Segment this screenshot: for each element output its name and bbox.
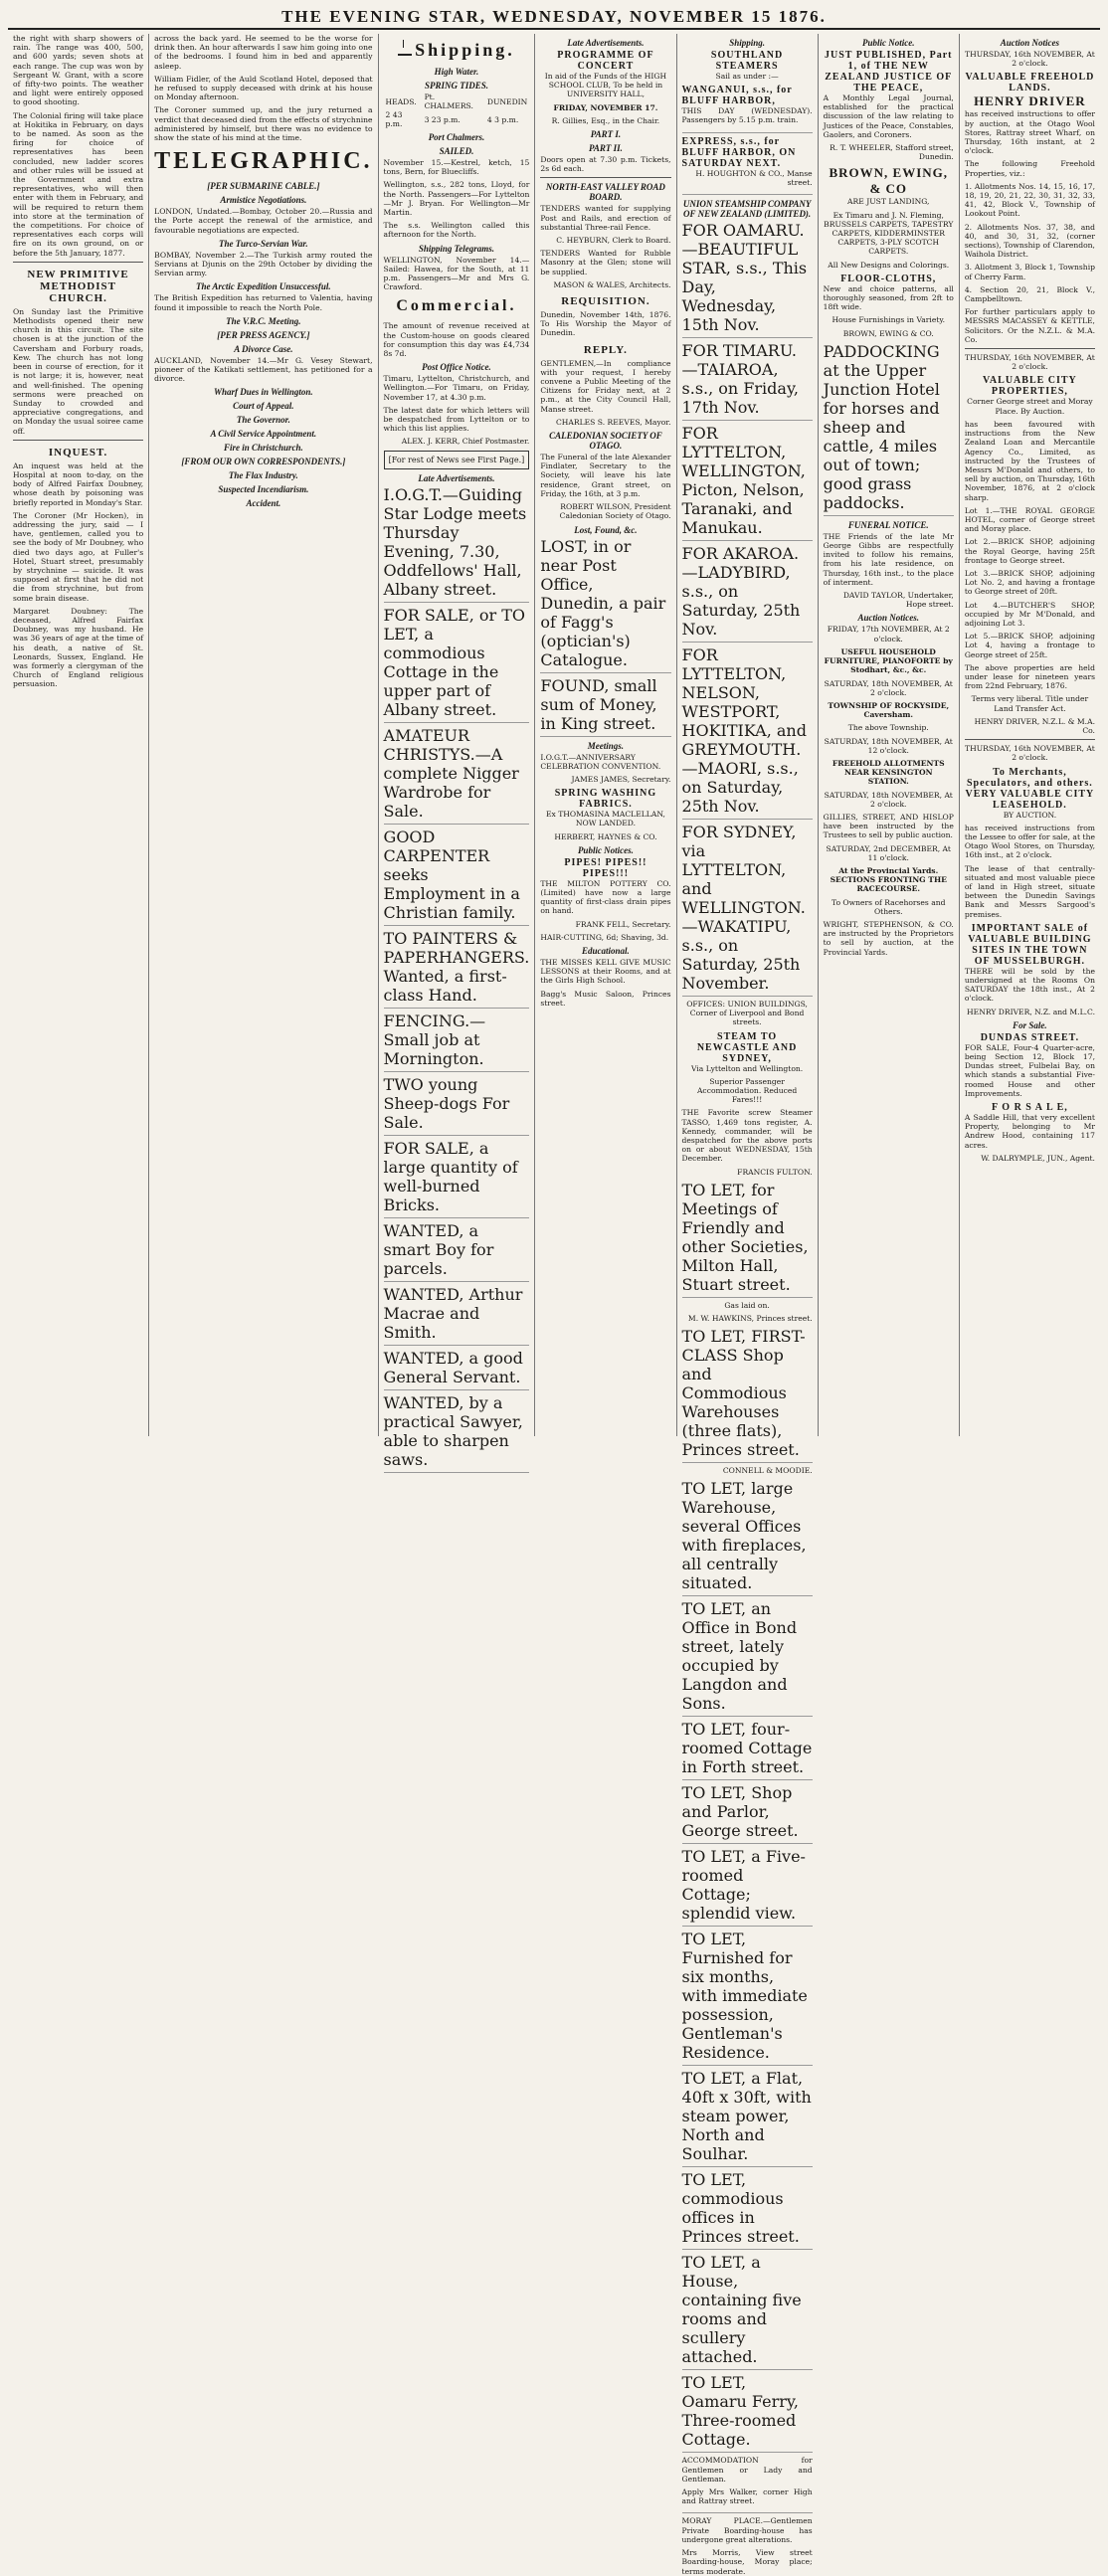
concert-title: PROGRAMME OF CONCERT [557,50,654,72]
auction-title: FREEHOLD ALLOTMENTS NEAR KENSINGTON STATION. [831,758,945,787]
armistice-text: LONDON, Undated.—Bombay, October 20.—Russia and the Porte accept the renewal of the armistice, and favourable negotiations are expected. [154,207,373,235]
inquest-fidler: William Fidler, of the Auld Scotland Hotel, deposed that he refused to supply deceased with drink at his house on Monday afternoon. [154,74,373,102]
classified-ad: FENCING.—Small job at Mornington. [384,1012,530,1072]
dundas-title: DUNDAS STREET. [980,1031,1080,1043]
pipes-signature: FRANK FELL, Secretary. [575,919,671,929]
divorce-text: AUCKLAND, November 14.—Mr G. Vesey Stewart, pioneer of the Katikati settlement, has petitioned for a divorce. [154,355,373,384]
wheeler-signature: R. T. WHEELER, Stafford street, Dunedin. [830,143,954,162]
tide-cell: HEADS. [385,96,417,106]
city-properties-sub: Corner George street and Moray Place. By Auction. [967,397,1093,416]
auction-text: GILLIES, STREET, AND HISLOP have been instructed by the Trustees to sell by public auction. [823,812,954,840]
designs-note: All New Designs and Colorings. [828,260,950,270]
church-heading: NEW PRIMITIVE METHODIST CHURCH. [27,268,129,304]
divider [540,177,670,178]
wanganui-title: WANGANUI, s.s., for BLUFF HARBOR, [681,85,793,107]
rental-ad: TO LET, four-roomed Cottage in Forth street. [682,1720,813,1780]
auction-text: has been favoured with instructions from the New Zealand Loan and Mercantile Agency Co., Limited, as instructed by the Trustees of Messrs M'Donald and others, to sell by auction, on Thursday, 16th November, 1876, at 2 o'clock sharp. [964,419,1095,502]
meetings-signature: JAMES JAMES, Secretary. [571,774,671,784]
reply-heading: REPLY. [583,343,628,356]
classified-ad: FOUND, small sum of Money, in King street. [540,676,670,737]
colonial-firing: The Colonial firing will take place at Hokitika in February, on days to be named. As soon as the firing for choice of representatives has been concluded, new ladder scores and other rules will be issued at the Government and extra representatives, who will then enter with them in February, and will be required to return them into store at the termination of the competitions. For choice of representatives each corps will fire on its own ground, on or before the 5th January, 1877. [13,110,144,258]
requisition-heading: REQUISITION. [561,295,650,308]
auction-notices-heading: Auction Notices. [857,613,919,624]
auction-date: SATURDAY, 18th NOVEMBER, At 2 o'clock. [824,678,953,697]
leasehold-sub: BY AUCTION. [1003,810,1057,820]
union-offices: OFFICES: UNION BUILDINGS, Corner of Liverpool and Bond streets. [686,1000,808,1027]
auction-text: has received instructions from the Lessee to offer for sale, at the Otago Wool Stores, on Thursday, 16th inst., at 2 o'clock. [964,823,1095,860]
freehold-title: VALUABLE FREEHOLD LANDS. [965,72,1095,94]
war-text: BOMBAY, November 2.—The Turkish army routed the Servians at Djunis on the 29th October by dividing the Servian army. [154,250,373,278]
classified-ad: TO PAINTERS & PAPERHANGERS. Wanted, a first-class Hand. [384,929,530,1009]
requisition-text: Dunedin, November 14th, 1876. To His Worship the Mayor of Dunedin. [540,310,671,338]
sailed-kestrel: November 15.—Kestrel, ketch, 15 tons, Bern, for Bluecliffs. [383,158,530,177]
classified-ad: I.O.G.T.—Guiding Star Lodge meets Thursday Evening, 7.30, Oddfellows' Hall, Albany street. [384,485,530,603]
auction-title: TOWNSHIP OF ROCKYSIDE, Caversham. [828,700,950,720]
auction-text: The above properties are held under lease for nineteen years from 22nd February, 1876. [964,662,1095,691]
classified-ad: LOST, in or near Post Office, Dunedin, a pair of Fagg's (optician's) Catalogue. [540,537,670,673]
war-heading: The Turco-Servian War. [219,238,308,249]
caledonian-text: The Funeral of the late Alexander Findlater, Secretary to the Society, will leave his late residence, Grant street, on Friday, the 16th, at 3 p.m. [540,453,671,498]
shipping-ad: FOR AKAROA.—LADYBIRD, s.s., on Saturday, 25th Nov. [682,544,813,643]
vrc-heading: The V.R.C. Meeting. [226,315,301,326]
justice-text: A Monthly Legal Journal, established for the practical discussion of the law relating to Justices of the Peace, Constables, Gaolers, and Coroners. [823,93,954,139]
auction-subtitle: The above Township. [847,723,929,733]
column-3 [379,34,536,1469]
divider [965,348,1095,349]
lot-item: Lot 4.—BUTCHER'S SHOP, occupied by Mr M'Donald, and adjoining Lot 3. [964,600,1095,628]
reply-text: GENTLEMEN,—In compliance with your request, I hereby convene a Public Meeting of the Citizens for Friday next, at 2 p.m., at the City Council Hall, Manse street. [540,358,671,414]
auction-date: THURSDAY, 16th NOVEMBER, At 2 o'clock. [965,50,1095,69]
southland-title: SOUTHLAND STEAMERS [710,50,784,72]
auction-title: USEFUL HOUSEHOLD FURNITURE, PIANOFORTE by Stodhart, &c., &c. [824,646,953,675]
floor-cloths-text: New and choice patterns, all thoroughly seasoned, from 2ft to 18ft wide. [823,283,954,312]
auction-date: THURSDAY, 16th NOVEMBER, At 2 o'clock. [965,353,1095,372]
shipping-ad: FOR LYTTELTON, NELSON, WESTPORT, HOKITIKA, and GREYMOUTH.—MAORI, s.s., on Saturday, 25th Nov. [682,645,813,820]
undertaker-signature: DAVID TAYLOR, Undertaker, Hope street. [842,591,954,610]
shipping-heading: Shipping. [384,40,530,61]
tenders-text: TENDERS Wanted for Rubble Masonry at the Glen; stone will be supplied. [540,249,671,276]
southland-sub: Sail as under :— [715,72,779,81]
page-columns [8,34,1100,2576]
classified-ad: AMATEUR CHRISTYS.—A complete Nigger Wardrobe for Sale. [384,726,530,825]
rental-ad: TO LET, large Warehouse, several Offices with fireplaces, all centrally situated. [682,1479,813,1596]
architects-signature: MASON & WALES, Architects. [553,279,671,289]
washing-fabrics-title: SPRING WASHING FABRICS. [554,788,657,811]
news-note: [For rest of News see First Page.] [384,451,530,469]
arctic-heading: The Arctic Expedition Unsuccessful. [196,281,331,292]
brown-ewing-sub: ARE JUST LANDING, [847,197,930,207]
newspaper-masthead [8,6,1100,30]
inquest-witness: Margaret Doubney: The deceased, Alfred Fairfax Doubney, was my husband. He was 36 years of age at the time of his death, a native of St. Leonards, Sussex, England. He was formerly a clergyman of the Church of England religious persuasion. [13,606,144,689]
carpets-list: Ex Timaru and J. N. Fleming, BRUSSELS CARPETS, TAPESTRY CARPETS, KIDDERMINSTER CARPETS, 3-PLY SCOTCH CARPETS. [824,210,954,257]
rental-ad: TO LET, Oamaru Ferry, Three-roomed Cottage. [682,2373,813,2453]
inquest-verdict: The Coroner summed up, and the jury returned a verdict that deceased died from the effects of strychnine administered by himself, but there was no evidence to show the state of his mind at the time. [154,105,373,143]
lot-item: 3. Allotment 3, Block 1, Township of Cherry Farm. [964,263,1095,281]
floor-cloths-title: FLOOR-CLOTHS, [840,273,937,284]
tasso-text: THE Favorite screw Steamer TASSO, 1,469 tons register, A. Kennedy, commander, will be despatched for the above ports on or about WEDNESDAY, 15th December. [681,1108,813,1164]
caledonian-heading: CALEDONIAN SOCIETY OF OTAGO. [549,431,662,452]
for-sale-title: F O R S A L E, [992,1102,1068,1114]
educational-heading: Educational. [582,945,630,956]
post-office-text: Timaru, Lyttelton, Christchurch, and Wellington.—For Timaru, on Friday, November 17, at 4.30 p.m. [383,374,530,402]
fire-heading: Fire in Christchurch. [223,443,303,454]
concert-subtitle: In aid of the Funds of the HIGH SCHOOL CLUB, To be held in UNIVERSITY HALL, [544,72,667,99]
tide-cell: DUNEDIN [486,96,528,106]
inquest-intro: An inquest was held at the Hospital at noon to-day, on the body of Alfred Fairfax Doubney, whose death by poisoning was briefly reported in Monday's Star. [13,460,144,507]
column-5 [677,34,819,2576]
auction-text: THERE will be sold by the undersigned at the Rooms On SATURDAY the 18th inst., At 2 o'clock. [964,966,1095,1004]
shipping-telegrams-heading: Shipping Telegrams. [418,243,495,254]
concert-doors: Doors open at 7.30 p.m. Tickets, 2s 6d each. [540,155,671,174]
rental-ad: TO LET, Furnished for six months, with immediate possession, Gentleman's Residence. [682,1930,813,2066]
correspondents-heading: [FROM OUR OWN CORRESPONDENTS.] [181,457,346,467]
sale-text: FOR SALE, Four-4 Quarter-acre, being Section 12, Block 17, Dundas street, Fulbelai Bay, on which stands a substantial Five-roomed House and other Improvements. [964,1042,1095,1098]
for-sale-heading: For Sale. [1013,1019,1047,1030]
church-article: On Sunday last the Primitive Methodists opened their new church in this circuit. The site chosen is at the junction of the Caversham and Forbury roads, Kew. The church has not long been in course of erection, for it is not large; it is, however, neat and well-finished. The opening sermons were preached on Sunday to crowded and appreciative congregations, and on Monday the usual soiree came off. [13,306,144,436]
brown-ewing-title: BROWN, EWING, & CO [829,165,949,197]
classified-ad: WANTED, a smart Boy for parcels. [384,1221,530,1282]
spring-tides-heading: SPRING TIDES. [424,81,488,91]
newcastle-fares: Superior Passenger Accommodation. Reduced Fares!!! [696,1076,798,1105]
sailed-heading: SAILED. [439,146,474,156]
leasehold-title: To Merchants, Speculators, and others. VERY VALUABLE CITY LEASEHOLD. [965,766,1095,811]
auction-text: For further particulars apply to MESSRS MACASSEY & KETTLE, Solicitors. Or the N.Z.L. & M.A. Co. [964,307,1095,344]
telegram-text: WELLINGTON, November 14.—Sailed: Hawea, for the South, at 11 p.m. Passengers—Mr and Mrs G. Crawford. [383,255,530,292]
hair-cutting-ad: HAIR-CUTTING, 6d; Shaving, 3d. [540,932,669,942]
tide-cell: 2 43 p.m. [385,110,403,128]
inquest-heading: INQUEST. [48,446,108,459]
late-ads-heading: Late Advertisements. [418,472,495,483]
divorce-heading: A Divorce Case. [234,343,293,354]
wharf-heading: Wharf Dues in Wellington. [213,387,313,398]
armistice-heading: Armistice Negotiations. [220,195,307,206]
tide-cell: Pt. CHALMERS. [424,92,473,110]
road-board-signature: C. HEYBURN, Clerk to Board. [556,236,671,246]
meetings-heading: Meetings. [587,740,625,751]
high-water-heading: High Water. [434,67,479,77]
wanganui-text: THIS DAY (WEDNESDAY). Passengers by 5.15 p.m. train. [681,106,813,125]
arctic-text: The British Expedition has returned to Valentia, having found it impossible to reach the North Pole. [154,293,373,312]
governor-heading: The Governor. [236,415,290,426]
moray-signature: Mrs Morris, View street Boarding-house, Moray place; terms moderate. [681,2548,813,2576]
column-2 [149,34,378,1436]
post-office-note: The latest date for which letters will be despatched from Lyttelton or to which this list applies. [383,405,530,434]
paddocking-ad: PADDOCKING at the Upper Junction Hotel for horses and sheep and cattle, 4 miles out of town; good grass paddocks. [824,342,954,516]
divider [13,262,143,263]
incendiarism-heading: Suspected Incendiarism. [218,484,309,495]
auction-date: SATURDAY, 18th NOVEMBER, At 12 o'clock. [824,736,953,755]
hawkins-signature: M. W. HAWKINS, Princes street. [687,1314,813,1324]
music-saloon: Bagg's Music Saloon, Princes street. [540,989,671,1008]
rifle-report: the right with sharp showers of rain. The range was 400, 500, and 600 yards; seven shots at each range. The cup was won by Sergeant W. Grant, with a score of fifty-two points. The weather and light were entirely opposed to good shooting. [13,34,144,107]
public-notices-heading: Public Notices. [577,844,634,855]
lot-item: 2. Allotments Nos. 37, 38, and 40, and 30, 31, 32, (corner sections), Township of Clarendon, Waihola District. [964,222,1095,260]
accommodation-title: ACCOMMODATION for Gentlemen or Lady and Gentleman. [681,2456,813,2484]
civil-heading: A Civil Service Appointment. [210,429,317,440]
shipping-ad [682,85,813,132]
classified-ad: TWO young Sheep-dogs For Sale. [384,1075,530,1136]
lot-item: Lot 5.—BRICK SHOP, adjoining Lot 4, having a frontage to George street of 25ft. [964,632,1095,659]
brown-ewing-signature: BROWN, EWING & CO. [842,328,934,338]
column-1 [8,34,149,1436]
road-board-text: TENDERS wanted for supplying Post and Rails, and erection of substantial Three-rail Fence. [540,204,671,232]
newcastle-sub: Via Lyttelton and Wellington. [690,1063,804,1073]
concert-date: FRIDAY, NOVEMBER 17. [553,102,658,112]
inquest-continued: across the back yard. He seemed to be the worse for drink then. An hour afterwards I saw him going into one of the bedrooms. I found him in bed and apparently asleep. [154,34,373,71]
auctioneer-name: HENRY DRIVER [974,93,1086,109]
lot-item: 4. Section 20, 21, Block V., Campbelltown. [964,284,1095,304]
flax-heading: The Flax Industry. [228,470,298,481]
auction-text: has received instructions to offer by auction, at the Otago Wool Stores, Rattray street Wharf, on Thursday, 16th instant, at 2 o'clock. [964,109,1095,156]
part-one-heading: PART I. [590,129,622,140]
classified-ad: GOOD CARPENTER seeks Employment in a Christian family. [384,828,530,926]
tide-cell: 3 23 p.m. [424,114,461,124]
masthead-title: THE EVENING STAR, WEDNESDAY, NOVEMBER 15 1876. [281,7,827,26]
auction-subtitle: To Owners of Racehorses and Others. [831,897,946,916]
lot-item: Lot 1.—THE ROYAL GEORGE HOTEL, corner of George street and Moray place. [964,505,1095,534]
shipping-ad: FOR SYDNEY, via LYTTELTON, and WELLINGTON.—WAKATIPU, s.s., on Saturday, 25th November. [682,823,813,997]
road-board-heading: NORTH-EAST VALLEY ROAD BOARD. [545,182,665,203]
lot-item: 1. Allotments Nos. 14, 15, 16, 17, 18, 19, 20, 21, 22, 30, 31, 32, 33, 41, 42, Block V., Township of Lookout Point. [964,181,1095,219]
newcastle-title: STEAM TO NEWCASTLE AND SYDNEY, [696,1030,798,1064]
pipes-text: THE MILTON POTTERY CO. (Limited) have now a large quantity of first-class drain pipes on hand. [540,878,671,916]
divider [965,739,1095,740]
houghton-signature: H. HOUGHTON & CO., Manse street. [695,168,813,187]
justice-title: JUST PUBLISHED, Part 1, of THE NEW ZEALAND JUSTICE OF THE PEACE, [825,50,953,93]
shipping-ad [682,136,813,195]
commercial-heading: Commercial. [396,297,517,315]
post-office-heading: Post Office Notice. [422,362,491,373]
classified-ad: WANTED, a good General Servant. [384,1349,530,1390]
auction-text: The following Freehold Properties, viz.: [964,159,1095,178]
rental-ad: TO LET, a Flat, 40ft x 30ft, with steam power, North and Soulhar. [682,2069,813,2167]
connell-signature: CONNELL & MOODIE. [722,1466,813,1476]
rental-ad: TO LET, for Meetings of Friendly and other Societies, Milton Hall, Stuart street. [682,1181,813,1298]
express-title: EXPRESS, s.s., for BLUFF HARBOR, ON SATURDAY NEXT. [681,135,797,169]
auction-notices-heading: Auction Notices [1000,38,1060,48]
tide-table [384,92,530,128]
musselburgh-title: IMPORTANT SALE of VALUABLE BUILDING SITES IN THE TOWN OF MUSSELBURGH. [968,922,1092,967]
auction-date: THURSDAY, 16th NOVEMBER, At 2 o'clock. [965,744,1095,763]
rental-ad: TO LET, a House, containing five rooms and scullery attached. [682,2253,813,2370]
part-two-heading: PART II. [589,143,623,154]
rental-ad: TO LET, an Office in Bond street, lately occupied by Langdon and Sons. [682,1599,813,1717]
classified-ad: FOR SALE, or TO LET, a commodious Cottage in the upper part of Albany street. [384,606,530,723]
cable-subheading: [PER SUBMARINE CABLE.] [207,181,320,192]
auction-text: The lease of that centrally-situated and most valuable piece of land in High street, situate between the Dunedin Savings Bank and Messrs Sargood's premises. [964,863,1095,919]
rental-ad: TO LET, commodious offices in Princes street. [682,2170,813,2250]
educational-text: THE MISSES KELL GIVE MUSIC LESSONS at their Rooms, and at the Girls High School. [540,957,671,986]
shipping-ad: FOR LYTTELTON, WELLINGTON, Picton, Nelson, Taranaki, and Manukau. [682,424,813,541]
divider [13,440,143,441]
revenue-text: The amount of revenue received at the Custom-house on goods cleared for consumption this day was £4,734 8s 7d. [383,321,530,359]
public-notice-heading: Public Notice. [862,38,915,48]
auction-date: FRIDAY, 17th NOVEMBER, At 2 o'clock. [827,625,950,644]
auction-date: SATURDAY, 18th NOVEMBER, At 2 o'clock. [824,790,953,809]
auction-date: SATURDAY, 2nd DECEMBER, At 11 o'clock. [826,843,951,862]
shipping-heading: Shipping. [729,38,765,48]
auction-title: At the Provincial Yards. SECTIONS FRONTING THE RACECOURSE. [830,865,947,894]
port-chalmers-heading: Port Chalmers. [428,132,485,142]
inquest-coroner: The Coroner (Mr Hocken), in addressing the jury, said — I have, gentlemen, called you to see the body of Mr Doubney, who died two days ago, at Fuller's Hotel, Stuart street, presumably by strychnine — suicide. It was supposed at first that he did not die from strychnine, but from some brain disease. [13,510,144,603]
driver-signature: HENRY DRIVER, N.Z. and M.L.C. [967,1007,1095,1016]
press-agency-heading: [PER PRESS AGENCY.] [217,329,310,340]
classified-ad: WANTED, by a practical Sawyer, able to sharpen saws. [384,1393,530,1473]
lot-item: Lot 3.—BRICK SHOP, adjoining Lot No. 2, and having a frontage to George street of 20ft. [964,568,1095,597]
lost-found-heading: Lost, Found, &c. [574,524,638,535]
gas-note: Gas laid on. [724,1300,770,1310]
rental-ad: TO LET, FIRST-CLASS Shop and Commodious Warehouses (three flats), Princes street. [682,1327,813,1463]
classified-ad: WANTED, Arthur Macrae and Smith. [384,1285,530,1346]
sailed-wellington: Wellington, s.s., 282 tons, Lloyd, for the North. Passengers—For Lyttelton—Mr J. Bryan. For Wellington—Mr Martin. [383,180,530,218]
mayor-signature: CHARLES S. REEVES, Mayor. [555,417,671,427]
tide-cell: 4 3 p.m. [486,114,519,124]
sale-text: A Saddle Hill, that very excellent Property, belonging to Mr Andrew Hood, containing 117 acres. [964,1113,1095,1150]
accommodation-text: Apply Mrs Walker, corner High and Rattray street. [681,2487,813,2506]
pipes-title: PIPES! PIPES!! PIPES!!! [564,856,647,879]
late-ads-heading: Late Advertisements. [567,38,645,48]
fulton-signature: FRANCIS FULTON. [737,1167,813,1177]
shipping-ad: FOR TIMARU.—TAIAROA, s.s., on Friday, 17th Nov. [682,341,813,421]
funeral-heading: FUNERAL NOTICE. [847,519,929,530]
meetings-text: I.O.G.T.—ANNIVERSARY CELEBRATION CONVENTION. [540,752,661,771]
rental-ad: TO LET, a Five-roomed Cottage; splendid view. [682,1847,813,1927]
column-4 [535,34,676,1436]
lot-item: Lot 2.—BRICK SHOP, adjoining the Royal George, having 25ft frontage to George street. [964,537,1095,565]
telegraphic-heading: TELEGRAPHIC. [154,148,373,175]
auction-text: WRIGHT, STEPHENSON, & CO. are instructed by the Proprietors to sell by auction, at the Provincial Yards. [823,919,954,957]
funeral-text: THE Friends of the late Mr George Gibbs are respectfully invited to follow his remains, from his late residence, on Thursday, 16th inst., to the place of interment. [823,531,954,587]
shipping-ad: FOR OAMARU.—BEAUTIFUL STAR, s.s., This Day, Wednesday, 15th Nov. [682,221,813,338]
auction-terms: Terms very liberal. Title under Land Transfer Act. [971,694,1089,713]
union-steamship-heading: UNION STEAMSHIP COMPANY OF NEW ZEALAND (LIMITED). [682,199,812,220]
city-properties-title: VALUABLE CITY PROPERTIES, [983,375,1077,398]
column-7 [960,34,1100,1436]
rental-ad: TO LET, Shop and Parlor, George street. [682,1783,813,1844]
herbert-haynes: HERBERT, HAYNES & CO. [554,831,657,841]
accommodation-ad [682,2456,813,2513]
moray-ad: MORAY PLACE.—Gentlemen Private Boarding-house has undergone great alterations. [681,2516,813,2544]
ship-icon [398,46,412,56]
house-furnishings: House Furnishings in Variety. [831,315,946,325]
accident-heading: Accident. [246,498,281,509]
classified-ad: FOR SALE, a large quantity of well-burned Bricks. [384,1139,530,1218]
driver-signature: HENRY DRIVER, N.Z.L. & M.A. Co. [974,716,1095,735]
caledonian-signature: ROBERT WILSON, President Caledonian Society of Otago. [559,502,671,521]
wellington-note: The s.s. Wellington called this afternoon for the North. [383,221,530,240]
concert-chair: R. Gillies, Esq., in the Chair. [551,115,660,125]
agent-signature: W. DALRYMPLE, JUN., Agent. [981,1153,1095,1163]
postmaster-signature: ALEX. J. KERR, Chief Postmaster. [401,437,530,447]
court-heading: Court of Appeal. [233,401,294,412]
column-6 [819,34,960,1436]
washing-fabrics-sub: Ex THOMASINA MACLELLAN, NOW LANDED. [545,810,665,828]
